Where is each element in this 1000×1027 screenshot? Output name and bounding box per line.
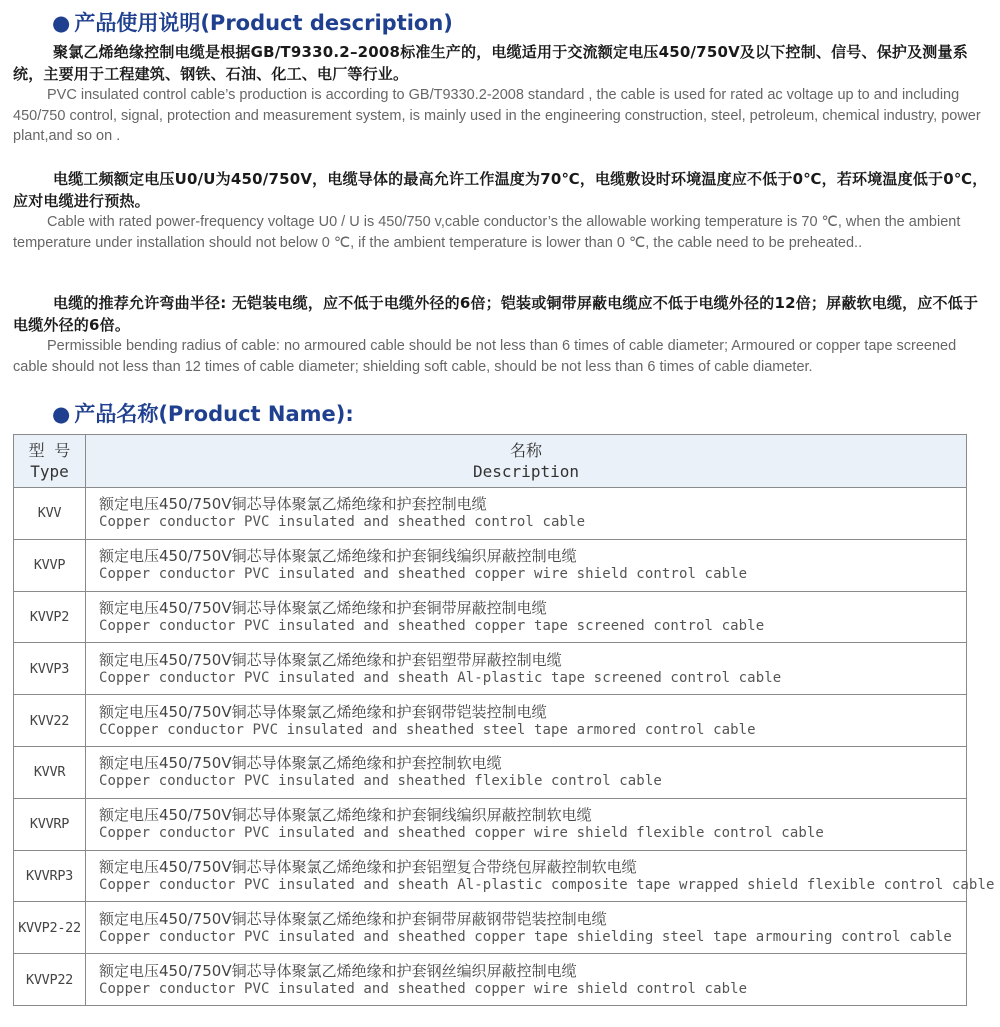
- product-description-title: 产品使用说明(Product description): [74, 11, 453, 35]
- product-name-title: 产品名称(Product Name):: [74, 402, 354, 426]
- product-name-heading: [52, 401, 354, 427]
- product-description-heading: [52, 10, 453, 36]
- type-cell: KVVP2-22: [14, 902, 86, 954]
- paragraph-2-english: Cable with rated power-frequency voltage U0 / U is 450/750 v,cable conductor’s the allowable working temperature is 70 ℃, when the ambient temperature under installation should not below 0 ℃, if the ambient temperature is lower than 0 ℃, the cable need to be preheated..: [13, 214, 961, 251]
- description-paragraph-3: [13, 292, 988, 377]
- description-cell: [86, 591, 967, 643]
- type-cell: KVVP: [14, 539, 86, 591]
- type-header-chinese: 型 号: [28, 441, 71, 460]
- description-english: Copper conductor PVC insulated and sheathed copper tape shielding steel tape armouring control cable: [99, 928, 952, 945]
- type-header-english: Type: [30, 462, 69, 481]
- description-cell: [86, 798, 967, 850]
- description-chinese: 额定电压450/750V铜芯导体聚氯乙烯绝缘和护套铜线编织屏蔽控制电缆: [99, 547, 577, 566]
- description-cell: [86, 643, 967, 695]
- table-row: [14, 539, 967, 591]
- type-cell: KVVRP3: [14, 850, 86, 902]
- description-english: Copper conductor PVC insulated and sheathed flexible control cable: [99, 773, 662, 790]
- description-english: Copper conductor PVC insulated and sheathed copper wire shield flexible control cable: [99, 825, 824, 842]
- table-row: [14, 954, 967, 1006]
- paragraph-1-chinese: 聚氯乙烯绝缘控制电缆是根据GB/T9330.2–2008标准生产的，电缆适用于交流额定电压450/750V及以下控制、信号、保护及测量系统，主要用于工程建筑、钢铁、石油、化工、电厂等行业。: [13, 43, 968, 83]
- description-chinese: 额定电压450/750V铜芯导体聚氯乙烯绝缘和护套铜带屏蔽控制电缆: [99, 598, 547, 617]
- description-paragraph-2: [13, 168, 988, 253]
- paragraph-1-english: PVC insulated control cable’s production is according to GB/T9330.2-2008 standard , the cable is used for rated ac voltage up to and including 450/750 control, signal, protection and measurement system, is mainly used in the engineering construction, steel, petroleum, chemical industry, power plant,and so on .: [13, 87, 981, 144]
- table-row: [14, 798, 967, 850]
- table-row: [14, 746, 967, 798]
- description-english: Copper conductor PVC insulated and sheath Al-plastic tape screened control cable: [99, 669, 782, 686]
- paragraph-3-chinese: 电缆的推荐允许弯曲半径: 无铠装电缆，应不低于电缆外径的6倍；铠装或铜带屏蔽电缆应不低于电缆外径的12倍；屏蔽软电缆，应不低于电缆外径的6倍。: [13, 294, 979, 334]
- description-cell: [86, 954, 967, 1006]
- description-cell: [86, 850, 995, 902]
- description-english: Copper conductor PVC insulated and sheathed copper wire shield control cable: [99, 566, 748, 583]
- bullet-icon: ●: [52, 402, 71, 426]
- description-chinese: 额定电压450/750V铜芯导体聚氯乙烯绝缘和护套控制软电缆: [99, 754, 502, 773]
- description-chinese: 额定电压450/750V铜芯导体聚氯乙烯绝缘和护套铝塑带屏蔽控制电缆: [99, 650, 562, 669]
- description-cell: [86, 902, 967, 954]
- description-english: CCopper conductor PVC insulated and sheathed steel tape armored control cable: [99, 721, 756, 738]
- description-header-chinese: 名称: [509, 441, 542, 460]
- paragraph-3-english: Permissible bending radius of cable: no armoured cable should be not less than 6 times of cable diameter; Armoured or copper tape screened cable should not less than 12 times of cable diameter; shielding soft cable, should be not less than 6 times of cable diameter.: [13, 338, 957, 375]
- type-cell: KVVP22: [14, 954, 86, 1006]
- description-column-header: [86, 435, 967, 488]
- table-row: [14, 591, 967, 643]
- type-cell: KVVRP: [14, 798, 86, 850]
- description-cell: [86, 488, 967, 540]
- type-cell: KVVR: [14, 746, 86, 798]
- type-cell: KVVP2: [14, 591, 86, 643]
- description-chinese: 额定电压450/750V铜芯导体聚氯乙烯绝缘和护套铝塑复合带绕包屏蔽控制软电缆: [99, 857, 637, 876]
- description-chinese: 额定电压450/750V铜芯导体聚氯乙烯绝缘和护套钢带铠装控制电缆: [99, 702, 547, 721]
- description-english: Copper conductor PVC insulated and sheathed control cable: [99, 514, 586, 531]
- description-header-english: Description: [473, 462, 579, 481]
- bullet-icon: ●: [52, 11, 71, 35]
- description-cell: [86, 695, 967, 747]
- description-chinese: 额定电压450/750V铜芯导体聚氯乙烯绝缘和护套铜带屏蔽钢带铠装控制电缆: [99, 909, 607, 928]
- table-row: [14, 850, 967, 902]
- table-header-row: [14, 435, 967, 488]
- description-cell: [86, 746, 967, 798]
- description-chinese: 额定电压450/750V铜芯导体聚氯乙烯绝缘和护套铜线编织屏蔽控制软电缆: [99, 806, 592, 825]
- description-paragraph-1: [13, 41, 988, 147]
- type-cell: KVVP3: [14, 643, 86, 695]
- type-cell: KVV: [14, 488, 86, 540]
- type-cell: KVV22: [14, 695, 86, 747]
- table-row: [14, 902, 967, 954]
- table-row: [14, 488, 967, 540]
- description-english: Copper conductor PVC insulated and sheathed copper tape screened control cable: [99, 617, 765, 634]
- type-column-header: [14, 435, 86, 488]
- product-table: [13, 434, 995, 1006]
- description-cell: [86, 539, 967, 591]
- table-row: [14, 695, 967, 747]
- description-chinese: 额定电压450/750V铜芯导体聚氯乙烯绝缘和护套钢丝编织屏蔽控制电缆: [99, 961, 577, 980]
- description-english: Copper conductor PVC insulated and sheathed copper wire shield control cable: [99, 980, 748, 997]
- table-row: [14, 643, 967, 695]
- description-english: Copper conductor PVC insulated and sheath Al-plastic composite tape wrapped shield flexible control cable: [99, 876, 995, 893]
- description-chinese: 额定电压450/750V铜芯导体聚氯乙烯绝缘和护套控制电缆: [99, 495, 487, 514]
- paragraph-2-chinese: 电缆工频额定电压U0/U为450/750V，电缆导体的最高允许工作温度为70℃，电缆敷设时环境温度应不低于0℃，若环境温度低于0℃，应对电缆进行预热。: [13, 170, 988, 210]
